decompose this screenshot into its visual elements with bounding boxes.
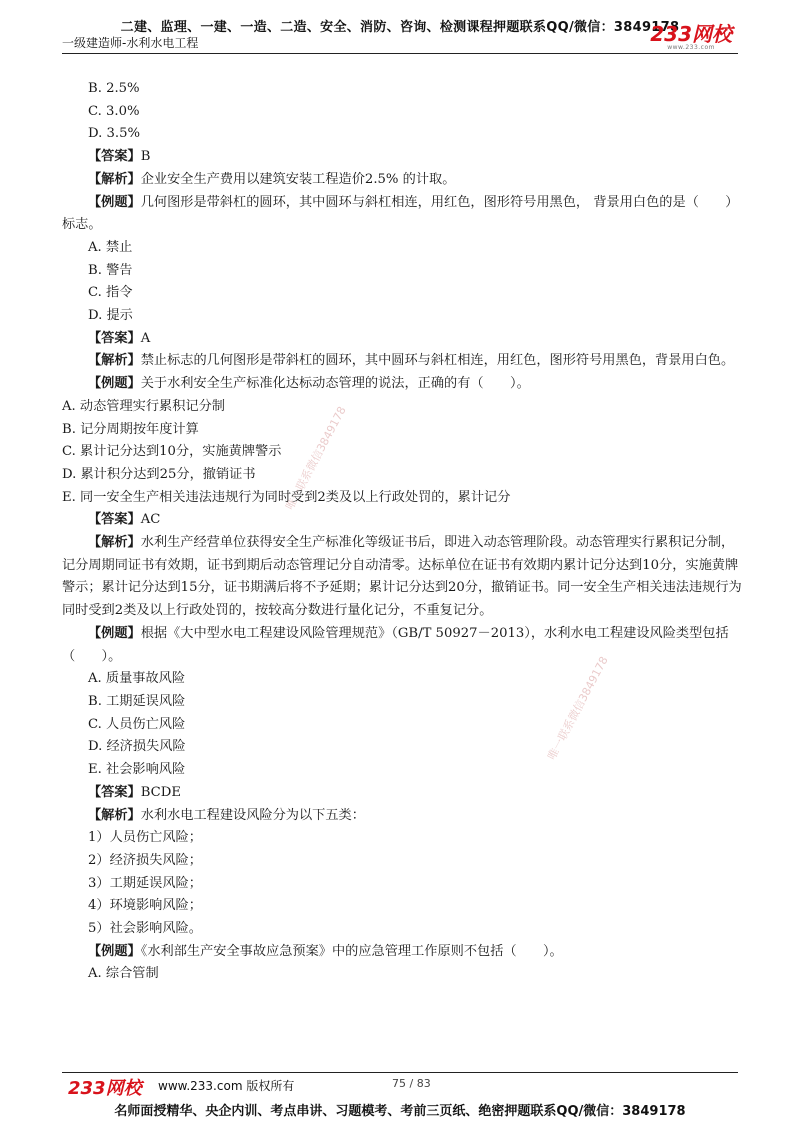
text-line [62,691,744,714]
text-line [62,941,744,964]
line-text: 关于水利安全生产标准化达标动态管理的说法，正确的有（ ）。 [140,376,530,392]
text-line [62,305,744,328]
text-line [62,963,744,986]
document-subtitle: 一级建造师-水利水电工程 [62,36,199,50]
text-line [62,736,744,759]
text-line [62,328,744,351]
line-text: A [140,330,151,346]
line-text: B [140,149,151,165]
document-body [62,78,744,986]
watermark: 唯一联系微信3849178 [283,404,349,513]
footer-logo: 233网校 [68,1078,142,1099]
line-text: D. 提示 [88,308,133,324]
text-line [62,419,744,442]
line-text: E. 社会影响风险 [88,762,186,778]
text-line [62,169,744,192]
line-text: A. 禁止 [88,239,133,255]
text-line [62,805,744,828]
line-text: C. 3.0% [88,103,140,119]
text-line [62,759,744,782]
header-divider [62,53,738,54]
line-text: C. 指令 [88,285,133,301]
section-label: 【答案】 [88,330,141,346]
text-line [62,146,744,169]
text-line [62,918,744,941]
logo-text: 233网校 [650,22,732,46]
line-text: 根据《大中型水电工程建设风险管理规范》（GB/T 50927－2013），水利水电工程建设风险类型包括（ ）。 [62,625,729,664]
section-label: 【例题】 [88,943,141,959]
text-line [62,623,744,668]
section-label: 【答案】 [88,784,141,800]
line-text: D. 3.5% [88,126,140,142]
line-text: 3）工期延误风险； [88,875,202,891]
line-text: D. 累计积分达到25分，撤销证书 [62,466,256,482]
line-text: 企业安全生产费用以建筑安装工程造价2.5% 的计取。 [140,171,456,187]
line-text: AC [140,512,161,528]
line-text: 2）经济损失风险； [88,852,202,868]
line-text: 几何图形是带斜杠的圆环，其中圆环与斜杠相连，用红色，图形符号用黑色， 背景用白色的是（ ）标志。 [62,194,739,233]
section-label: 【例题】 [88,625,141,641]
line-text: A. 综合管制 [88,966,159,982]
text-line [62,464,744,487]
line-text: A. 质量事故风险 [88,671,186,687]
line-text: B. 2.5% [88,81,140,96]
line-text: 水利生产经营单位获得安全生产标准化等级证书后，即进入动态管理阶段。动态管理实行累积记分制，记分周期同证书有效期，证书到期后动态管理记分自动清零。达标单位在证书有效期内累计记分达到10分，实施黄牌警示；累计记分达到15分，证书期满后将不予延期；累计记分达到20分，撤销证书。同一安全生产相关违法违规行为同时受到2类及以上行政处罚的，按较高分数进行量化记分，不重复记分。 [62,535,742,619]
text-line [62,282,744,305]
text-line [62,350,744,373]
section-label: 【例题】 [88,376,141,392]
line-text: 5）社会影响风险。 [88,921,202,937]
text-line [62,509,744,532]
line-text: 禁止标志的几何图形是带斜杠的圆环，其中圆环与斜杠相连，用红色，图形符号用黑色，背景用白色。 [140,353,735,369]
line-text: 水利水电工程建设风险分为以下五类： [140,807,365,823]
text-line [62,373,744,396]
line-text: 1）人员伤亡风险； [88,830,202,846]
line-text: 《水利部生产安全事故应急预案》中的应急管理工作原则不包括（ ）。 [140,943,563,959]
line-text: 4）环境影响风险； [88,898,202,914]
header-contact-line: 二建、监理、一建、一造、二造、安全、消防、咨询、检测课程押题联系QQ/微信：3849178 [120,20,680,35]
line-text: B. 记分周期按年度计算 [62,421,199,437]
footer-contact-line: 名师面授精华、央企内训、考点串讲、习题模考、考前三页纸、绝密押题联系QQ/微信：3849178 [114,1104,686,1119]
text-line [62,714,744,737]
watermark: 唯一联系微信3849178 [545,654,611,763]
logo-url: www.233.com [667,44,715,51]
line-text: E. 同一安全生产相关违法违规行为同时受到2类及以上行政处罚的，累计记分 [62,489,511,505]
line-text: BCDE [140,784,181,800]
text-line [62,668,744,691]
text-line [62,101,744,124]
text-line [62,827,744,850]
text-line [62,396,744,419]
section-label: 【解析】 [88,807,141,823]
section-label: 【例题】 [88,194,141,210]
text-line [62,237,744,260]
line-text: D. 经济损失风险 [88,739,186,755]
line-text: B. 工期延误风险 [88,693,186,709]
section-label: 【解析】 [88,353,141,369]
line-text: C. 累计记分达到10分，实施黄牌警示 [62,444,282,460]
text-line [62,78,744,101]
text-line [62,441,744,464]
text-line [62,123,744,146]
page-number: 75 / 83 [392,1077,431,1090]
brand-logo [650,24,732,51]
text-line [62,487,744,510]
text-line [62,873,744,896]
section-label: 【解析】 [88,171,141,187]
footer-copyright: www.233.com 版权所有 [158,1079,295,1093]
text-line [62,782,744,805]
section-label: 【解析】 [88,535,141,551]
text-line [62,260,744,283]
text-line [62,850,744,873]
line-text: A. 动态管理实行累积记分制 [62,398,225,414]
section-label: 【答案】 [88,512,141,528]
section-label: 【答案】 [88,149,141,165]
text-line [62,895,744,918]
footer-divider [62,1072,738,1073]
line-text: B. 警告 [88,262,133,278]
text-line [62,192,744,237]
line-text: C. 人员伤亡风险 [88,716,186,732]
text-line [62,532,744,623]
